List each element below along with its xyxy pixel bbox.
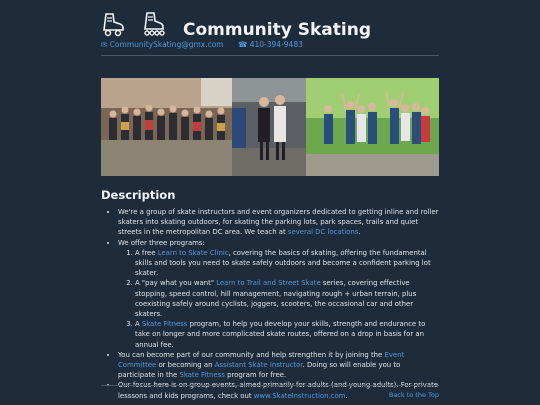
dc-locations-link[interactable]: several DC locations <box>287 228 359 237</box>
header-divider <box>101 55 439 56</box>
program-item: 3. A Skate Fitness program, to help you develop your skills, strength and endurance to take on longer and more complicated skate routes, offered on a drop in basis for an annual fee. <box>135 319 439 350</box>
header <box>101 8 439 40</box>
trail-group-photo <box>306 78 439 176</box>
back-to-top-link[interactable]: Back to the Top <box>388 391 439 399</box>
site-title: Community Skating <box>183 20 371 40</box>
footer-divider <box>101 385 439 386</box>
phone-icon: ☎ <box>238 40 248 49</box>
instructors-photo <box>232 78 306 176</box>
event-committee-link[interactable]: Event Committee <box>118 350 405 370</box>
phone-link[interactable] <box>238 40 303 49</box>
description-heading: Description <box>101 188 176 202</box>
description-list <box>101 207 439 401</box>
contact-bar <box>101 40 315 49</box>
roller-skate-icon <box>101 11 125 37</box>
list-item: • We're a group of skate instructors and event organizers dedicated to getting inline and roller skaters into skating outdoors, for skating the parking lots, park spaces, trails and quiet streets in the metropolitan DC area. We teach at several DC locations. <box>118 207 439 238</box>
skate-fitness-link[interactable]: Skate Fitness <box>141 320 188 329</box>
list-item: • lesssons and kids programs, check out www.SkateInstruction.com. <box>118 380 439 400</box>
email-text: CommunitySkating@gmx.com <box>109 40 224 49</box>
skate-instruction-link[interactable]: www.SkateInstruction.com <box>253 391 346 400</box>
phone-text: 410-394-9483 <box>249 40 303 49</box>
list-item: • We offer three programs: 1. A free Learn to Skate Clinic, covering the basics of skating, offering the fundamental skills and tools you need to skate safely outdoors and become a confident parking lot skater. 2. A "pay what you want" Learn to Trail and Street Skate series, covering effective stopping, speed control, hill management, navigating rough + urban terrain, plus coexisting safely around cyclists, joggers, scooters, the occasional car and other skaters. 3. A Skate Fitness program, to help you develop your skills, strength and endurance to take on longer and more complicated skate routes, offered on a drop in basis for an annual fee. <box>118 238 439 350</box>
email-link[interactable] <box>101 40 226 49</box>
description-body <box>101 207 439 401</box>
photo-strip <box>101 78 439 176</box>
trail-street-skate-link[interactable]: Learn to Trail and Street Skate <box>216 279 321 288</box>
envelope-icon: ✉ <box>101 40 108 49</box>
assistant-instructor-link[interactable]: Assistant Skate Instructor <box>214 361 303 370</box>
learn-to-skate-link[interactable]: Learn to Skate Clinic <box>157 248 229 257</box>
inline-skate-icon <box>141 11 165 37</box>
group-photo-parking-lot <box>101 78 232 176</box>
program-item: 2. A "pay what you want" Learn to Trail and Street Skate series, covering effective stopping, speed control, hill management, navigating rough + urban terrain, plus coexisting safely around cyclists, joggers, scooters, the occasional car and other skaters. <box>135 278 439 319</box>
list-item: • You can become part of our community and help strengthen it by joining the Event Committee or becoming an Assistant Skate Instructor. Doing so will enable you to participate in the Skate Fitness program for free. <box>118 350 439 381</box>
skate-fitness-link-2[interactable]: Skate Fitness <box>179 371 225 380</box>
programs-list <box>118 248 439 350</box>
program-item: 1. A free Learn to Skate Clinic, covering the basics of skating, offering the fundamental skills and tools you need to skate safely outdoors and become a confident parking lot skater. <box>135 248 439 279</box>
